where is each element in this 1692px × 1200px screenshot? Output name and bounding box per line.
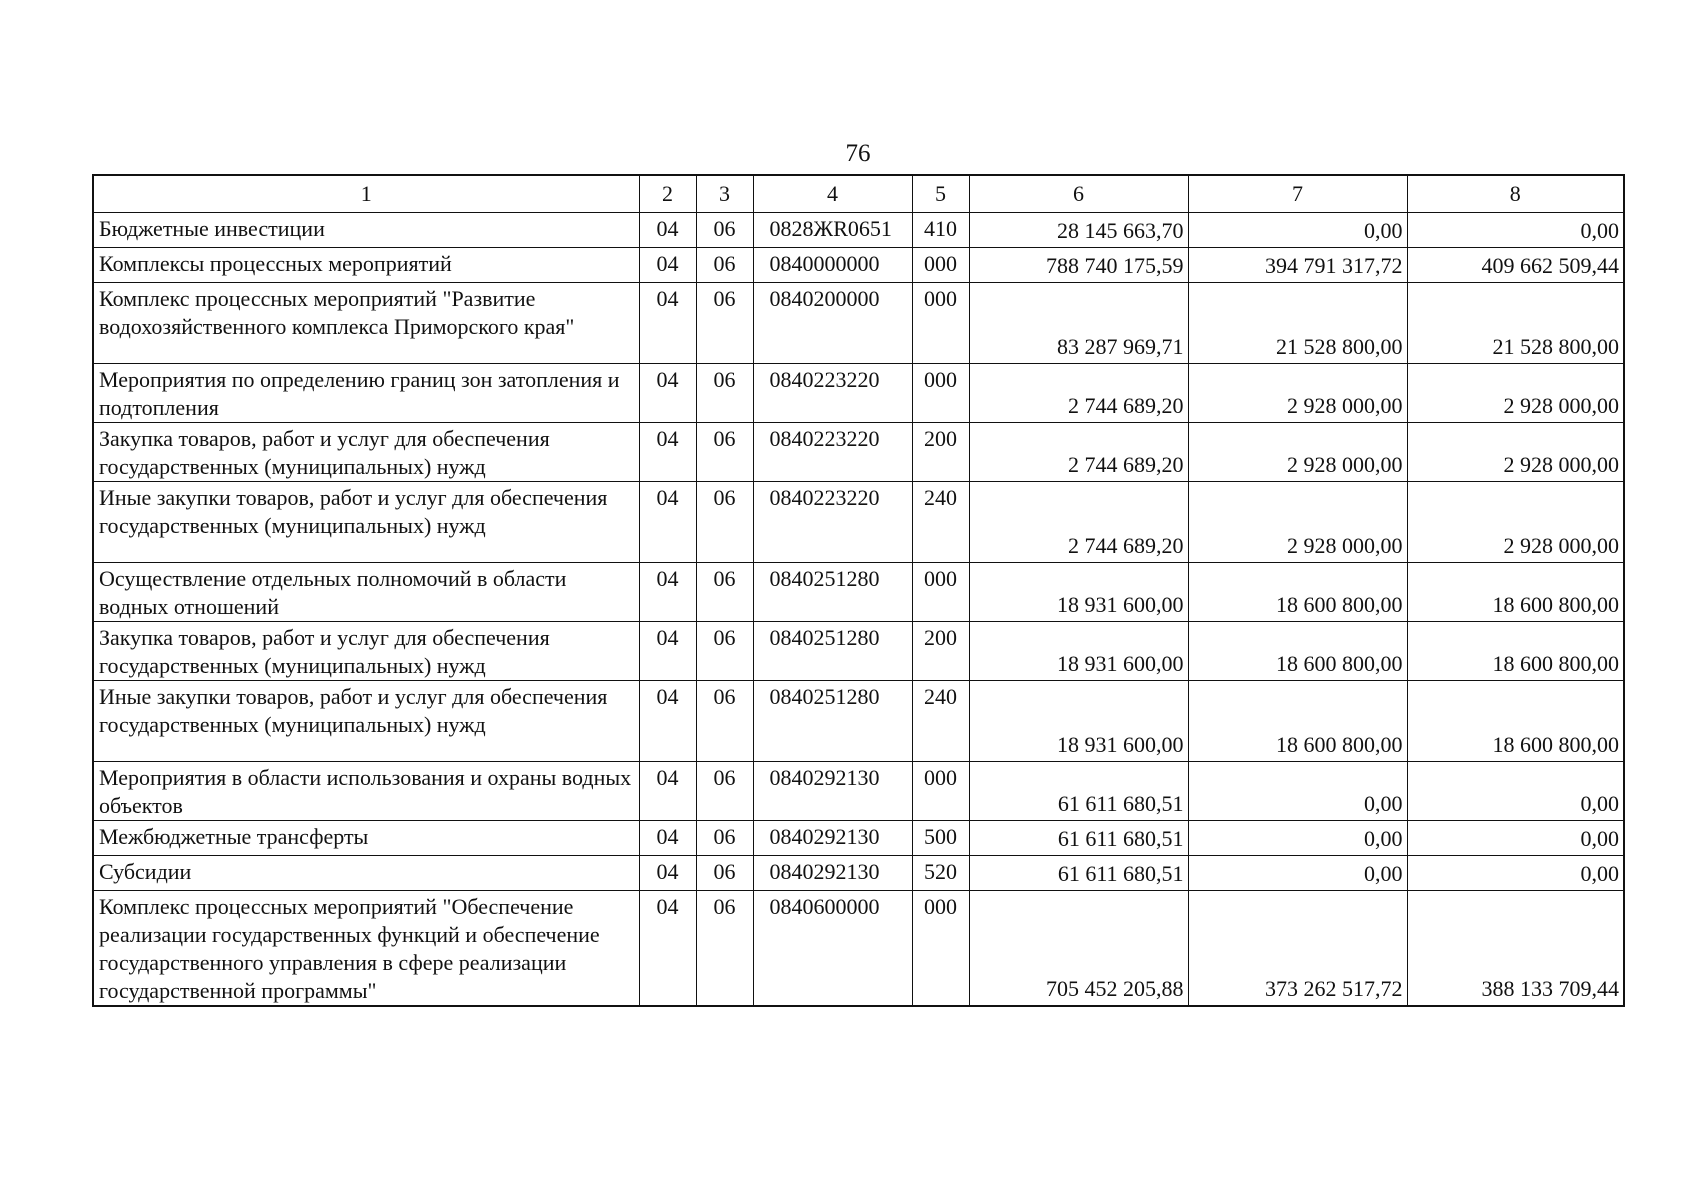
row-name: Субсидии	[93, 856, 639, 891]
amount-year-1: 788 740 175,59	[969, 248, 1188, 283]
amount-year-1: 2 744 689,20	[969, 482, 1188, 563]
table-row	[93, 821, 1624, 856]
amount-year-2: 0,00	[1188, 821, 1407, 856]
target-article-code: 0840292130	[753, 856, 912, 891]
table-row	[93, 423, 1624, 482]
amount-year-2: 18 600 800,00	[1188, 563, 1407, 622]
subsection-code: 06	[696, 681, 753, 762]
section-code: 04	[639, 364, 696, 423]
table-row	[93, 622, 1624, 681]
target-article-code: 0840251280	[753, 681, 912, 762]
expense-type-code: 240	[912, 482, 969, 563]
amount-year-3: 2 928 000,00	[1407, 482, 1624, 563]
section-code: 04	[639, 423, 696, 482]
target-article-code: 0840251280	[753, 622, 912, 681]
column-header: 1	[93, 175, 639, 213]
subsection-code: 06	[696, 423, 753, 482]
target-article-code: 0840223220	[753, 423, 912, 482]
amount-year-1: 28 145 663,70	[969, 213, 1188, 248]
table-row	[93, 248, 1624, 283]
subsection-code: 06	[696, 248, 753, 283]
amount-year-2: 2 928 000,00	[1188, 364, 1407, 423]
amount-year-2: 0,00	[1188, 762, 1407, 821]
section-code: 04	[639, 563, 696, 622]
amount-year-3: 2 928 000,00	[1407, 364, 1624, 423]
section-code: 04	[639, 622, 696, 681]
row-name: Комплекс процессных мероприятий "Обеспечение реализации государственных функций и обеспечение государственного управления в сфере реализации государственной программы"	[93, 891, 639, 1007]
amount-year-3: 18 600 800,00	[1407, 622, 1624, 681]
target-article-code: 0840200000	[753, 283, 912, 364]
amount-year-3: 0,00	[1407, 762, 1624, 821]
expense-type-code: 240	[912, 681, 969, 762]
amount-year-3: 388 133 709,44	[1407, 891, 1624, 1007]
amount-year-1: 61 611 680,51	[969, 762, 1188, 821]
section-code: 04	[639, 856, 696, 891]
expense-type-code: 500	[912, 821, 969, 856]
amount-year-3: 0,00	[1407, 821, 1624, 856]
amount-year-2: 0,00	[1188, 213, 1407, 248]
amount-year-1: 2 744 689,20	[969, 364, 1188, 423]
amount-year-3: 0,00	[1407, 856, 1624, 891]
target-article-code: 0840251280	[753, 563, 912, 622]
section-code: 04	[639, 283, 696, 364]
column-header: 3	[696, 175, 753, 213]
subsection-code: 06	[696, 563, 753, 622]
section-code: 04	[639, 891, 696, 1007]
subsection-code: 06	[696, 283, 753, 364]
column-header: 8	[1407, 175, 1624, 213]
table-row	[93, 283, 1624, 364]
section-code: 04	[639, 248, 696, 283]
amount-year-1: 61 611 680,51	[969, 821, 1188, 856]
amount-year-1: 61 611 680,51	[969, 856, 1188, 891]
amount-year-2: 2 928 000,00	[1188, 482, 1407, 563]
target-article-code: 0840292130	[753, 762, 912, 821]
amount-year-3: 409 662 509,44	[1407, 248, 1624, 283]
amount-year-1: 83 287 969,71	[969, 283, 1188, 364]
target-article-code: 0840600000	[753, 891, 912, 1007]
subsection-code: 06	[696, 364, 753, 423]
row-name: Осуществление отдельных полномочий в области водных отношений	[93, 563, 639, 622]
row-name: Межбюджетные трансферты	[93, 821, 639, 856]
amount-year-1: 2 744 689,20	[969, 423, 1188, 482]
amount-year-3: 0,00	[1407, 213, 1624, 248]
expense-type-code: 000	[912, 248, 969, 283]
row-name: Иные закупки товаров, работ и услуг для обеспечения государственных (муниципальных) нужд	[93, 482, 639, 563]
expense-type-code: 000	[912, 563, 969, 622]
amount-year-2: 394 791 317,72	[1188, 248, 1407, 283]
table-row	[93, 856, 1624, 891]
amount-year-1: 18 931 600,00	[969, 622, 1188, 681]
amount-year-2: 2 928 000,00	[1188, 423, 1407, 482]
column-header: 6	[969, 175, 1188, 213]
target-article-code: 0840000000	[753, 248, 912, 283]
section-code: 04	[639, 681, 696, 762]
column-header: 4	[753, 175, 912, 213]
table-row	[93, 891, 1624, 1007]
expense-type-code: 000	[912, 364, 969, 423]
amount-year-1: 705 452 205,88	[969, 891, 1188, 1007]
subsection-code: 06	[696, 762, 753, 821]
amount-year-3: 18 600 800,00	[1407, 563, 1624, 622]
expense-type-code: 000	[912, 762, 969, 821]
expense-type-code: 200	[912, 423, 969, 482]
amount-year-2: 18 600 800,00	[1188, 681, 1407, 762]
amount-year-2: 21 528 800,00	[1188, 283, 1407, 364]
row-name: Мероприятия по определению границ зон затопления и подтопления	[93, 364, 639, 423]
column-header: 5	[912, 175, 969, 213]
row-name: Мероприятия в области использования и охраны водных объектов	[93, 762, 639, 821]
column-header: 2	[639, 175, 696, 213]
expense-type-code: 000	[912, 283, 969, 364]
budget-table	[92, 174, 1625, 1007]
subsection-code: 06	[696, 482, 753, 563]
row-name: Бюджетные инвестиции	[93, 213, 639, 248]
page-number: 76	[845, 140, 871, 167]
amount-year-1: 18 931 600,00	[969, 681, 1188, 762]
amount-year-1: 18 931 600,00	[969, 563, 1188, 622]
expense-type-code: 410	[912, 213, 969, 248]
amount-year-3: 21 528 800,00	[1407, 283, 1624, 364]
row-name: Закупка товаров, работ и услуг для обеспечения государственных (муниципальных) нужд	[93, 423, 639, 482]
expense-type-code: 520	[912, 856, 969, 891]
expense-type-code: 200	[912, 622, 969, 681]
section-code: 04	[639, 821, 696, 856]
row-name: Комплекс процессных мероприятий "Развитие водохозяйственного комплекса Приморского края"	[93, 283, 639, 364]
amount-year-2: 0,00	[1188, 856, 1407, 891]
amount-year-3: 2 928 000,00	[1407, 423, 1624, 482]
table-row	[93, 563, 1624, 622]
section-code: 04	[639, 213, 696, 248]
subsection-code: 06	[696, 213, 753, 248]
subsection-code: 06	[696, 891, 753, 1007]
amount-year-3: 18 600 800,00	[1407, 681, 1624, 762]
target-article-code: 0828ЖR0651	[753, 213, 912, 248]
table-row	[93, 762, 1624, 821]
amount-year-2: 18 600 800,00	[1188, 622, 1407, 681]
subsection-code: 06	[696, 856, 753, 891]
table-row	[93, 213, 1624, 248]
row-name: Закупка товаров, работ и услуг для обеспечения государственных (муниципальных) нужд	[93, 622, 639, 681]
row-name: Комплексы процессных мероприятий	[93, 248, 639, 283]
target-article-code: 0840223220	[753, 482, 912, 563]
column-header: 7	[1188, 175, 1407, 213]
section-code: 04	[639, 762, 696, 821]
row-name: Иные закупки товаров, работ и услуг для обеспечения государственных (муниципальных) нужд	[93, 681, 639, 762]
table-row	[93, 482, 1624, 563]
target-article-code: 0840292130	[753, 821, 912, 856]
amount-year-2: 373 262 517,72	[1188, 891, 1407, 1007]
section-code: 04	[639, 482, 696, 563]
subsection-code: 06	[696, 821, 753, 856]
subsection-code: 06	[696, 622, 753, 681]
column-number-row	[93, 175, 1624, 213]
expense-type-code: 000	[912, 891, 969, 1007]
table-row	[93, 681, 1624, 762]
table-row	[93, 364, 1624, 423]
target-article-code: 0840223220	[753, 364, 912, 423]
